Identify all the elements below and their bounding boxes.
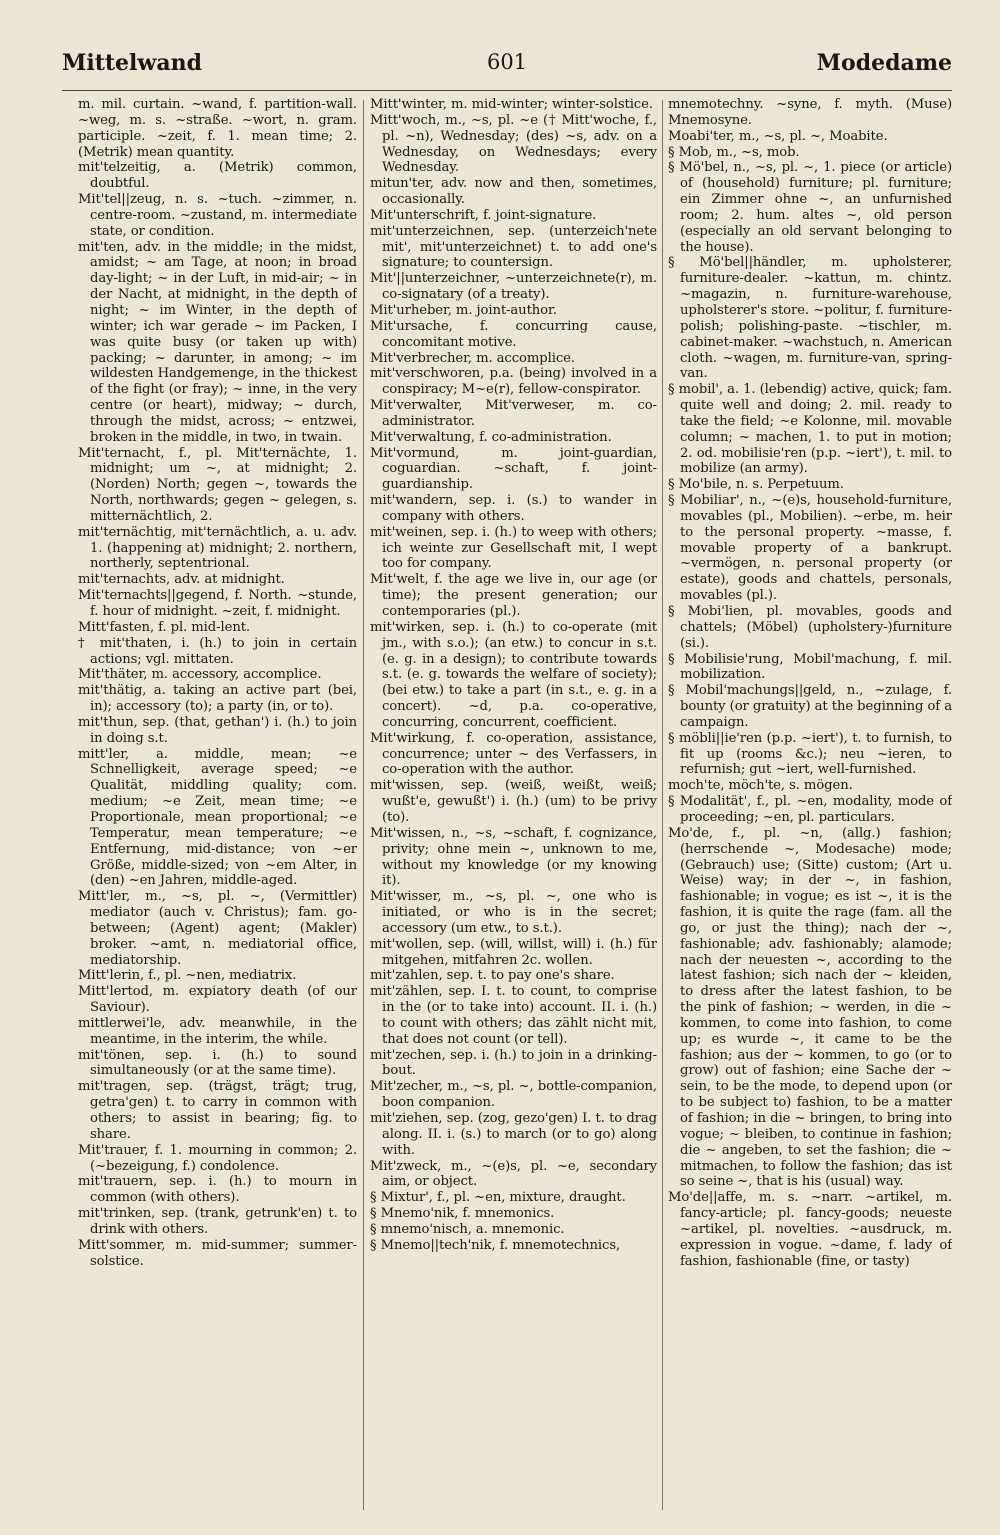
dictionary-entry: § mnemo'nisch, a. mnemonic. <box>370 1221 565 1237</box>
dictionary-entry: mit'wissen, sep. (weiß, weißt, weiß; wußt'e, gewußt') i. (h.) (um) to be privy (to). <box>370 778 657 825</box>
dictionary-entry: mit'zählen, sep. I. t. to count, to comprise in the (or to take into) account. II. i. (h.) to count with others; das zählt nicht mit, that does not count (or tell). <box>370 984 657 1047</box>
dictionary-entry: Mo'de||affe, m. s. ~narr. ~artikel, m. fancy-article; pl. fancy-goods; neueste ~artikel, pl. novelties. ~ausdruck, m. expression in vogue. ~dame, f. lady of fashion, fashionable (fine, or tasty) <box>668 1190 952 1269</box>
dictionary-entry: Mit'tel||zeug, n. s. ~tuch. ~zimmer, n. centre-room. ~zustand, m. intermediate state, or condition. <box>78 192 357 239</box>
dictionary-entry: Mit'wissen, n., ~s, ~schaft, f. cognizance, privity; ohne mein ~, unknown to me, without my knowledge (or my knowing it). <box>370 825 657 889</box>
dictionary-entry: § Mnemo||tech'nik, f. mnemotechnics, <box>370 1237 621 1253</box>
dictionary-entry: mit'thun, sep. (that, gethan') i. (h.) to join in doing s.t. <box>78 714 357 746</box>
column-divider <box>363 100 364 1510</box>
column-2 <box>370 97 657 1517</box>
dictionary-entry: Mit'trauer, f. 1. mourning in common; 2. (~bezeigung, f.) condolence. <box>78 1142 357 1174</box>
dictionary-entry: Mit'||unterzeichner, ~unterzeichnete(r), m. co-signatary (of a treaty). <box>370 271 657 303</box>
column-divider <box>662 100 663 1510</box>
dictionary-entry: mit'wirken, sep. i. (h.) to co-operate (mit jm., with s.o.); (an etw.) to concur in s.t. (e. g. in a design); to contribute towards s.t. (e. g. towards the welfare of society); (bei etw.) to take a part (in s.t., e. g. in a concert). ~d, p.a. co-operative, concurring, concurrent, coefficient. <box>370 619 657 730</box>
dictionary-entry: mit'telzeitig, a. (Metrik) common, doubtful. <box>78 160 357 192</box>
dictionary-entry: § Mö'bel, n., ~s, pl. ~, 1. piece (or article) of (household) furniture; pl. furniture; ein Zimmer ohne ~, an unfurnished room; 2. hum. altes ~, old person (especially an old servant belonging to the house). <box>668 160 952 255</box>
running-header <box>62 50 952 90</box>
dictionary-entry: Mit'urheber, m. joint-author. <box>370 302 557 318</box>
dictionary-entry: Mitt'woch, m., ~s, pl. ~e († Mitt'woche, f., pl. ~n), Wednesday; (des) ~s, adv. on a Wednesday, on Wednesdays; every Wednesday. <box>370 112 657 176</box>
dictionary-entry: mit'tönen, sep. i. (h.) to sound simultaneously (or at the same time). <box>78 1047 357 1079</box>
dictionary-entry: mit'trinken, sep. (trank, getrunk'en) t. to drink with others. <box>78 1206 357 1237</box>
dictionary-entry: mit'zechen, sep. i. (h.) to join in a drinking-bout. <box>370 1047 657 1079</box>
dictionary-entry: § Mixtur', f., pl. ~en, mixture, draught. <box>370 1190 626 1206</box>
dictionary-entry: § Mobilisie'rung, Mobil'machung, f. mil. mobilization. <box>668 651 952 683</box>
dictionary-entry: Mit'vormund, m. joint-guardian, coguardian. ~schaft, f. joint-guardianship. <box>370 445 657 493</box>
dictionary-entry: Mit'verwalter, Mit'verweser, m. co-administrator. <box>370 398 657 429</box>
dictionary-entry: mit'trauern, sep. i. (h.) to mourn in common (with others). <box>78 1174 357 1206</box>
dictionary-entry: § Mob, m., ~s, mob. <box>668 144 800 160</box>
column-1 <box>78 97 357 1517</box>
dictionary-entry: § Mo'bile, n. s. Perpetuum. <box>668 477 844 493</box>
dictionary-entry: mit'ternächtig, mit'ternächtlich, a. u. adv. 1. (happening at) midnight; 2. northern, northerly, septentrional. <box>78 524 357 572</box>
dictionary-entry: mit'wollen, sep. (will, willst, will) i. (h.) für mitgehen, mitfahren 2c. wollen. <box>370 936 657 968</box>
dictionary-entry: § Modalität', f., pl. ~en, modality, mode of proceeding; ~en, pl. particulars. <box>668 794 952 825</box>
header-left-guide-word: Mittelwand <box>62 50 202 76</box>
entry-continuation: mnemotechny. ~syne, f. myth. (Muse) Mnemosyne. <box>668 97 952 128</box>
dictionary-entry: § Mö'bel||händler, m. upholsterer, furniture-dealer. ~kattun, m. chintz. ~magazin, n. furniture-warehouse, upholsterer's store. ~politur, f. furniture-polish; polishing-paste. ~tischler, m. cabinet-maker. ~wachstuch, n. American cloth. ~wagen, m. furniture-van, spring-van. <box>668 255 952 382</box>
dictionary-entry: mit'wandern, sep. i. (s.) to wander in company with others. <box>370 493 657 524</box>
dictionary-entry: Mitt'lertod, m. expiatory death (of our Saviour). <box>78 984 357 1016</box>
dictionary-entry: mitun'ter, adv. now and then, sometimes, occasionally. <box>370 176 657 208</box>
dictionary-entry: § mobil', a. 1. (lebendig) active, quick; fam. quite well and doing; 2. mil. ready to take the field; ~e Kolonne, mil. movable column; ~ machen, 1. to put in motion; 2. od. mobilisie'ren (p.p. ~iert'), t. mil. to mobilize (an army). <box>668 382 952 477</box>
dictionary-entry: Mitt'fasten, f. pl. mid-lent. <box>78 619 251 635</box>
dictionary-entry: mit'ziehen, sep. (zog, gezo'gen) I. t. to drag along. II. i. (s.) to march (or to go) along with. <box>370 1111 657 1158</box>
dictionary-entry: Mit'verwaltung, f. co-administration. <box>370 429 612 445</box>
dictionary-entry: mit'ternachts, adv. at midnight. <box>78 572 285 588</box>
dictionary-entry: † mit'thaten, i. (h.) to join in certain actions; vgl. mittaten. <box>78 635 357 667</box>
dictionary-entry: Mitt'ler, m., ~s, pl. ~, (Vermittler) mediator (auch v. Christus); fam. go-between; (Agent) agent; (Makler) broker. ~amt, n. mediatorial office, mediatorship. <box>78 889 357 968</box>
dictionary-entry: § möbli||ie'ren (p.p. ~iert'), t. to furnish, to fit up (rooms &c.); neu ~ieren, to refurnish; gut ~iert, well-furnished. <box>668 730 952 778</box>
dictionary-entry: mit'tragen, sep. (trägst, trägt; trug, getra'gen) t. to carry in common with others; to assist in bearing; fig. to share. <box>78 1079 357 1142</box>
dictionary-entry: Mo'de, f., pl. ~n, (allg.) fashion; (herrschende ~, Modesache) mode; (Gebrauch) use; (Sitte) custom; (Art u. Weise) way; in der ~, in fashion, fashionable; in vogue; es ist ~, it is the fashion, it is quite the rage (fam. all the go, or just the thing); nach der ~, fashionable; adv. fashionably; alamode; nach der neuesten ~, according to the latest fashion; sich nach der ~ kleiden, to dress after the latest fashion, to be the pink of fashion; ~ werden, in die ~ kommen, to come into fashion, to come up; es wurde ~, it came to be the fashion; aus der ~ kommen, to go (or to grow) out of fashion; eine Sache der ~ sein, to be the mode, to depend upon (or to be subject to) fashion, to be a matter of fashion; in die ~ bringen, to bring into vogue; ~ bleiben, to continue in fashion; die ~ angeben, to set the fashion; die ~ mitmachen, to follow the fashion; das ist so seine ~, that is his (usual) way. <box>668 825 952 1190</box>
dictionary-entry: Mit'verbrecher, m. accomplice. <box>370 350 575 366</box>
entry-continuation: m. mil. curtain. ~wand, f. partition-wall. ~weg, m. s. ~straße. ~wort, n. gram. participle. ~zeit, f. 1. mean time; 2. (Metrik) mean quantity. <box>78 97 357 160</box>
dictionary-entry: § Mnemo'nik, f. mnemonics. <box>370 1206 555 1222</box>
dictionary-entry: Mitt'sommer, m. mid-summer; summer-solstice. <box>78 1237 357 1269</box>
dictionary-entry: mit'ten, adv. in the middle; in the midst, amidst; ~ am Tage, at noon; in broad day-light; ~ in der Luft, in mid-air; ~ in der Nacht, at midnight, in the depth of night; ~ im Winter, in the depth of winter; ich war gerade ~ im Packen, I was quite busy (or taken up with) packing; ~ darunter, in among; ~ im wildesten Handgemenge, in the thickest of the fight (or fray); ~ inne, in the very centre (or heart), midway; ~ durch, through the midst, across; ~ entzwei, broken in the middle, in two, in twain. <box>78 239 357 445</box>
dictionary-entry: Mit'thäter, m. accessory, accomplice. <box>78 667 322 683</box>
dictionary-entry: Mit'wisser, m., ~s, pl. ~, one who is initiated, or who is in the secret; accessory (um etw., to s.t.). <box>370 889 657 936</box>
dictionary-entry: mittlerwei'le, adv. meanwhile, in the meantime, in the interim, the while. <box>78 1015 357 1047</box>
dictionary-entry: Mitt'winter, m. mid-winter; winter-solstice. <box>370 97 653 112</box>
dictionary-entry: mit'unterzeichnen, sep. (unterzeich'nete mit', mit'unterzeichnet) t. to add one's signature; to countersign. <box>370 223 657 271</box>
dictionary-entry: mit'thätig, a. taking an active part (bei, in); accessory (to); a party (in, or to). <box>78 683 357 715</box>
header-rule <box>62 90 952 91</box>
dictionary-entry: § Mobil'machungs||geld, n., ~zulage, f. bounty (or gratuity) at the beginning of a campaign. <box>668 683 952 730</box>
dictionary-entry: Mit'ternacht, f., pl. Mit'ternächte, 1. midnight; um ~, at midnight; 2. (Norden) North; gegen ~, towards the North, northwards; gegen ~ gelegen, s. mitternächtlich, 2. <box>78 445 357 524</box>
dictionary-entry: mit'zahlen, sep. t. to pay one's share. <box>370 968 615 984</box>
dictionary-entry: Moabi'ter, m., ~s, pl. ~, Moabite. <box>668 128 888 144</box>
dictionary-entry: Mit'welt, f. the age we live in, our age (or time); the present generation; our contemporaries (pl.). <box>370 572 657 619</box>
dictionary-entry: mitt'ler, a. middle, mean; ~e Schnelligkeit, average speed; ~e Qualität, middling quality; com. medium; ~e Zeit, mean time; ~e Proportionale, mean proportional; ~e Temperatur, mean temperature; ~e Entfernung, mid-distance; von ~er Größe, middle-sized; von ~em Alter, in (den) ~en Jahren, middle-aged. <box>78 746 357 889</box>
dictionary-entry: moch'te, möch'te, s. mögen. <box>668 778 853 794</box>
dictionary-entry: Mit'unterschrift, f. joint-signature. <box>370 207 597 223</box>
dictionary-entry: mit'verschworen, p.a. (being) involved in a conspiracy; M~e(r), fellow-conspirator. <box>370 366 657 398</box>
dictionary-entry: § Mobi'lien, pl. movables, goods and chattels; (Möbel) (upholstery-)furniture (si.). <box>668 604 952 651</box>
dictionary-entry: Mit'zweck, m., ~(e)s, pl. ~e, secondary aim, or object. <box>370 1158 657 1190</box>
header-right-guide-word: Modedame <box>816 50 952 76</box>
dictionary-entry: § Mobiliar', n., ~(e)s, household-furniture, movables (pl., Mobilien). ~erbe, m. heir to the personal property. ~masse, f. movable property of a bankrupt. ~vermögen, n. personal property (or estate), goods and chattels, personals, movables (pl.). <box>668 493 952 604</box>
dictionary-entry: Mitt'lerin, f., pl. ~nen, mediatrix. <box>78 968 297 984</box>
dictionary-entry: Mit'wirkung, f. co-operation, assistance, concurrence; unter ~ des Verfassers, in co-operation with the author. <box>370 730 657 778</box>
page-number: 601 <box>486 50 528 74</box>
dictionary-entry: Mit'zecher, m., ~s, pl. ~, bottle-companion, boon companion. <box>370 1079 657 1111</box>
dictionary-entry: mit'weinen, sep. i. (h.) to weep with others; ich weinte zur Gesellschaft mit, I wept too for company. <box>370 524 657 572</box>
column-3 <box>668 97 952 1517</box>
dictionary-entry: Mit'ternachts||gegend, f. North. ~stunde, f. hour of midnight. ~zeit, f. midnight. <box>78 588 357 619</box>
dictionary-entry: Mit'ursache, f. concurring cause, concomitant motive. <box>370 318 657 350</box>
